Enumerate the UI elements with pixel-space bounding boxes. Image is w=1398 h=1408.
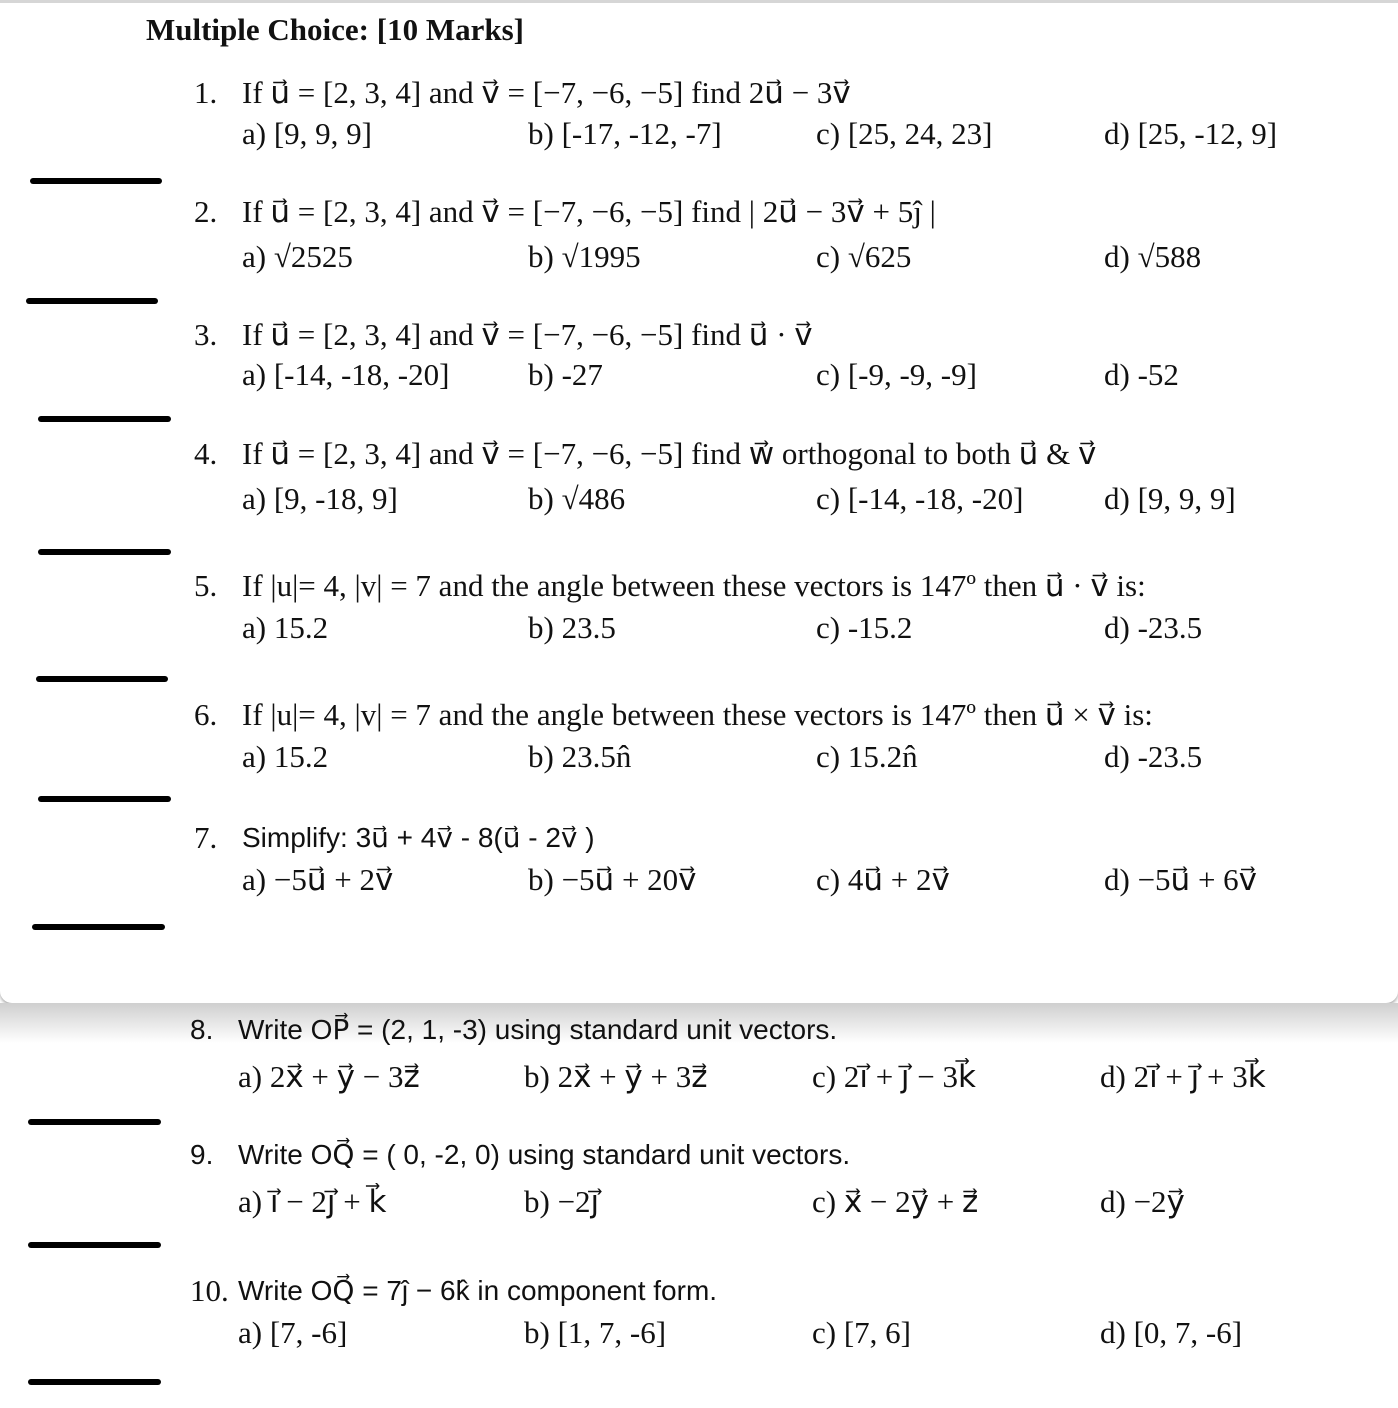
option-d[interactable]: d) -23.5 [1104,610,1203,645]
option-d[interactable]: d) −5u⃗ + 6v⃗ [1104,862,1258,897]
answer-blank[interactable] [28,1119,161,1125]
option-a[interactable]: a) √2525 [242,239,353,274]
answer-blank[interactable] [32,924,165,930]
question-stem: Simplify: 3u⃗ + 4v⃗ - 8(u⃗ - 2v⃗ ) [242,822,595,853]
answer-blank[interactable] [38,796,171,802]
option-b[interactable]: b) -27 [528,357,603,392]
option-c[interactable]: c) [-14, -18, -20] [816,481,1024,516]
option-c[interactable]: c) 2i⃗ + j⃗ − 3k⃗ [812,1059,976,1094]
option-b[interactable]: b) 23.5n̂ [528,739,632,774]
option-c[interactable]: c) [-9, -9, -9] [816,357,977,392]
option-d[interactable]: d) [9, 9, 9] [1104,481,1236,516]
question-number: 10. [190,1273,229,1308]
question-stem: Write OQ⃗ = 7ĵ − 6k̂ in component form. [238,1275,718,1306]
option-b[interactable]: b) √486 [528,481,626,516]
option-d[interactable]: d) 2i⃗ + j⃗ + 3k⃗ [1100,1059,1266,1094]
option-d[interactable]: d) -52 [1104,357,1179,392]
question-stem: If u⃗ = [2, 3, 4] and v⃗ = [−7, −6, −5] find u⃗ · v⃗ [242,317,813,352]
option-a[interactable]: a) [-14, -18, -20] [242,357,450,392]
question-number: 9. [190,1139,214,1170]
option-d[interactable]: d) [0, 7, -6] [1100,1315,1243,1350]
top-divider [0,0,1398,3]
option-c[interactable]: c) x⃗ − 2y⃗ + z⃗ [812,1184,979,1219]
answer-blank[interactable] [38,549,171,555]
option-c[interactable]: c) 4u⃗ + 2v⃗ [816,862,950,897]
option-b[interactable]: b) [-17, -12, -7] [528,116,722,151]
question-stem: If |u|= 4, |v| = 7 and the angle between these vectors is 147º then u⃗ · v⃗ is: [242,568,1146,603]
answer-blank[interactable] [26,298,158,304]
answer-blank[interactable] [30,178,162,184]
option-a[interactable]: a) 15.2 [242,739,329,774]
option-a[interactable]: a) 2x⃗ + y⃗ − 3z⃗ [238,1059,420,1094]
option-d[interactable]: d) -23.5 [1104,739,1203,774]
answer-blank[interactable] [36,676,168,682]
question-stem: Write OQ⃗ = ( 0, -2, 0) using standard unit vectors. [238,1139,851,1170]
question-number: 3. [194,317,218,352]
option-b[interactable]: b) −5u⃗ + 20v⃗ [528,862,697,897]
option-b[interactable]: b) 23.5 [528,610,616,645]
question-number: 2. [194,194,218,229]
question-stem: Write OP⃗ = (2, 1, -3) using standard unit vectors. [238,1014,838,1045]
option-b[interactable]: b) −2j⃗ [524,1184,600,1219]
question-stem: If u⃗ = [2, 3, 4] and v⃗ = [−7, −6, −5] find w⃗ orthogonal to both u⃗ & v⃗ [242,436,1097,471]
option-a[interactable]: a) 15.2 [242,610,329,645]
option-b[interactable]: b) [1, 7, -6] [524,1315,667,1350]
question-number: 7. [194,820,218,855]
option-c[interactable]: c) [7, 6] [812,1315,911,1350]
option-d[interactable]: d) √588 [1104,239,1202,274]
question-stem: If |u|= 4, |v| = 7 and the angle between these vectors is 147º then u⃗ × v⃗ is: [242,697,1153,732]
answer-blank[interactable] [28,1242,161,1248]
option-c[interactable]: c) -15.2 [816,610,913,645]
option-a[interactable]: a) [7, -6] [238,1315,348,1350]
option-a[interactable]: a) −5u⃗ + 2v⃗ [242,862,394,897]
option-c[interactable]: c) √625 [816,239,912,274]
page-title: Multiple Choice: [10 Marks] [146,12,524,47]
answer-blank[interactable] [38,416,171,422]
question-number: 6. [194,697,218,732]
question-stem: If u⃗ = [2, 3, 4] and v⃗ = [−7, −6, −5] find | 2u⃗ − 3v⃗ + 5ĵ | [242,194,936,229]
question-number: 1. [194,75,218,110]
question-stem: If u⃗ = [2, 3, 4] and v⃗ = [−7, −6, −5] find 2u⃗ − 3v⃗ [242,75,851,110]
option-a[interactable]: a) [9, -18, 9] [242,481,398,516]
option-c[interactable]: c) 15.2n̂ [816,739,918,774]
option-b[interactable]: b) 2x⃗ + y⃗ + 3z⃗ [524,1059,708,1094]
option-b[interactable]: b) √1995 [528,239,641,274]
question-number: 8. [190,1014,214,1045]
option-d[interactable]: d) −2y⃗ [1100,1184,1185,1219]
answer-blank[interactable] [28,1379,161,1385]
option-d[interactable]: d) [25, -12, 9] [1104,116,1278,151]
option-a[interactable]: a) i⃗ − 2j⃗ + k⃗ [238,1184,387,1219]
question-number: 4. [194,436,218,471]
question-number: 5. [194,568,218,603]
option-a[interactable]: a) [9, 9, 9] [242,116,372,151]
option-c[interactable]: c) [25, 24, 23] [816,116,993,151]
